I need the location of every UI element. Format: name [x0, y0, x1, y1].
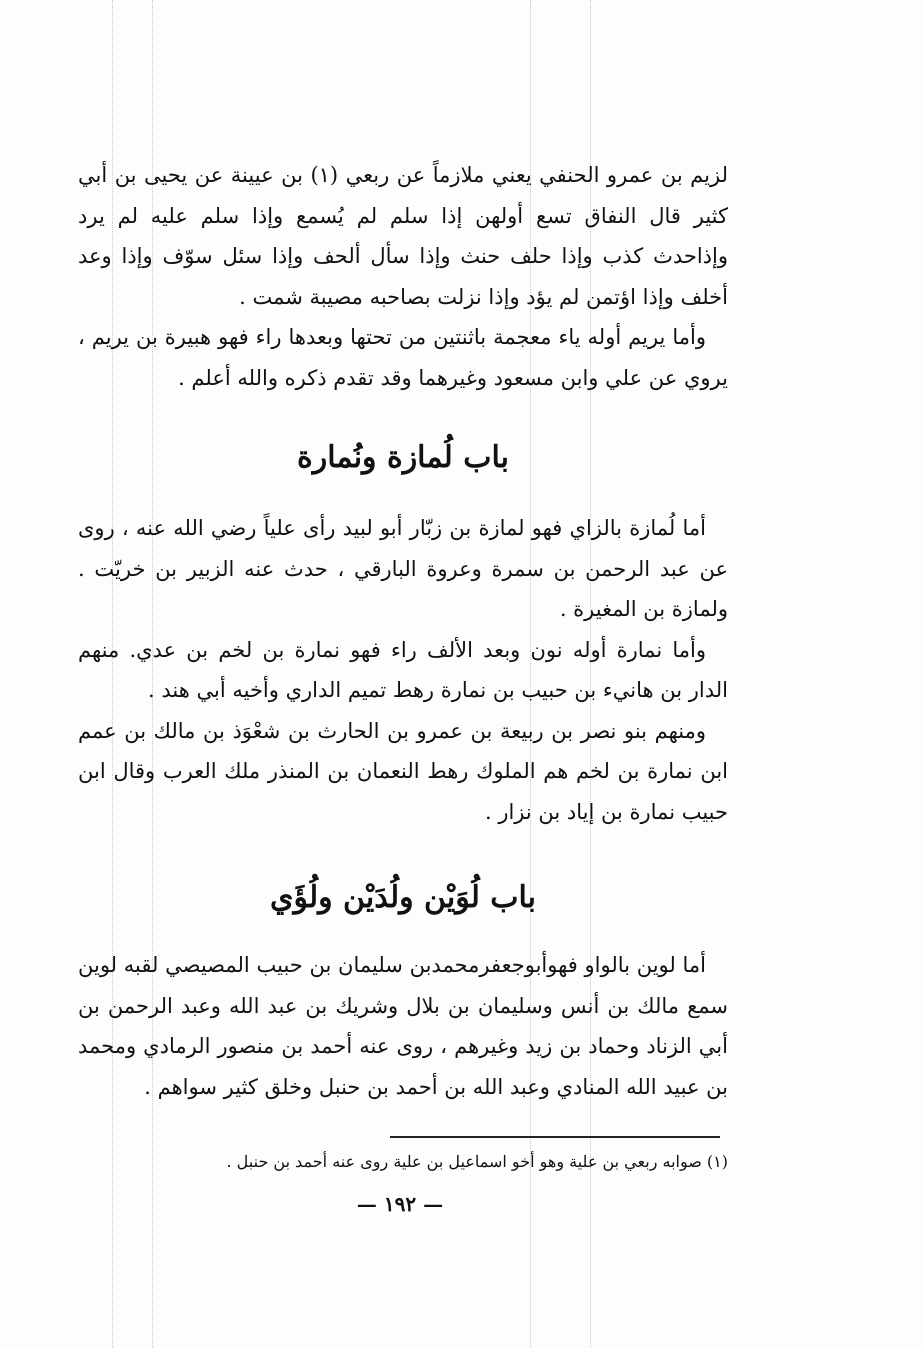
- footnote-rule: [390, 1136, 720, 1138]
- paragraph: أما لوين بالواو فهوأبوجعفرمحمدبن سليمان بن حبيب المصيصي لقبه لوين سمع مالك بن أنس وسليمان بن بلال وشريك بن عبد الله وعبد الرحمن بن أبي الزناد وحماد بن زيد وغيرهم ، روى عنه أحمد بن منصور الرمادي ومحمد بن عبيد الله المنادي وعبد الله بن أحمد بن حنبل وخلق كثير سواهم .: [78, 953, 728, 1099]
- section-lumaza: [78, 508, 728, 832]
- paragraph: أما لُمازة بالزاي فهو لمازة بن زبّار أبو لبيد رأى علياً رضي الله عنه ، روى عن عبد الرحمن بن سمرة وعروة البارقي ، حدث عنه الزبير بن خريّت . ولمازة بن المغيرة .: [78, 516, 728, 621]
- paragraph: وأما نمارة أوله نون وبعد الألف راء فهو نمارة بن لخم بن عدي. منهم الدار بن هانيء بن حبيب بن نمارة رهط تميم الداري وأخيه أبي هند .: [78, 637, 728, 702]
- section-intro: [78, 155, 728, 398]
- paragraph: ومنهم بنو نصر بن ربيعة بن عمرو بن الحارث بن شعْوَذ بن مالك بن عمم ابن نمارة بن لخم هم الملوك رهط النعمان بن المنذر ملك العرب وقال ابن حبيب نمارة بن إياد بن نزار .: [78, 718, 728, 824]
- section-heading: باب لُمازة ونُمارة: [297, 440, 509, 475]
- section-heading: باب لُوَيْن ولُدَيْن ولُؤَي: [269, 880, 537, 915]
- section-luwayn: [78, 945, 728, 1107]
- page-number: — ١٩٢ —: [356, 1192, 444, 1216]
- footnote: (١) صوابه ربعي بن علية وهو أخو اسماعيل بن علية روى عنه أحمد بن حنبل .: [226, 1152, 728, 1171]
- paragraph: لزيم بن عمرو الحنفي يعني ملازماً عن ربعي (١) بن عيينة عن يحيى بن أبي كثير قال النفاق تسع أولهن إذا سلم لم يُسمع وإذا سلم عليه لم يرد وإذاحدث كذب وإذا حلف حنث وإذا سأل ألحف وإذا سئل سوّف وإذا وعد أخلف وإذا اؤتمن لم يؤد وإذا نزلت بصاحبه مصيبة شمت .: [78, 163, 728, 309]
- paragraph: وأما يريم أوله ياء معجمة باثنتين من تحتها وبعدها راء فهو هبيرة بن يريم ، يروي عن علي وابن مسعود وغيرهما وقد تقدم ذكره والله أعلم .: [78, 325, 728, 390]
